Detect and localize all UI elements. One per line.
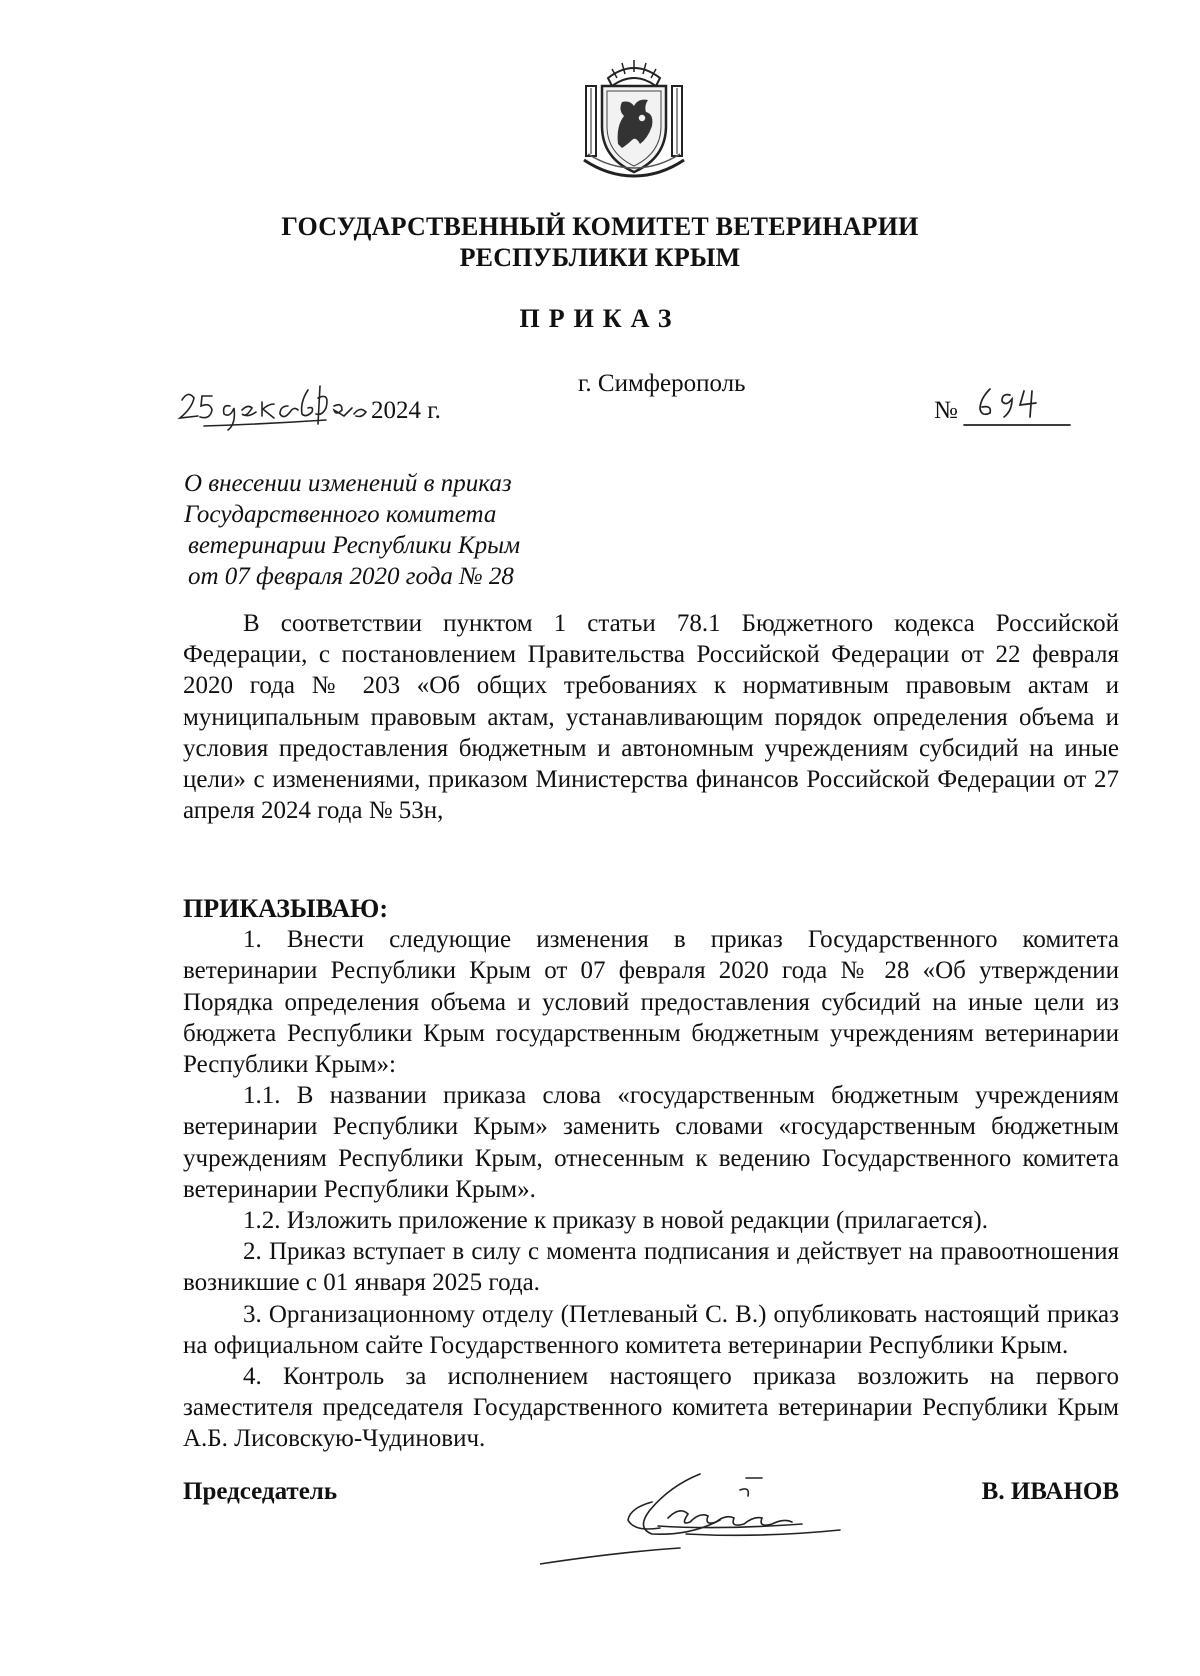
subject-line: от 07 февраля 2020 года № 28 <box>188 563 514 590</box>
order-item: 4. Контроль за исполнением настоящего приказа возложить на первого заместителя председателя Государственного комитета ветеринарии Республики Крым А.Б. Лисовскую-Чудинович. <box>183 1363 1119 1453</box>
signature-icon <box>540 1456 900 1576</box>
order-block <box>183 893 1119 1455</box>
order-item: 1. Внести следующие изменения в приказ Государственного комитета ветеринарии Республики Крым от 07 февраля 2020 года № 28 «Об утверждении Порядка определения объема и условий предоставления субсидий на иные цели из бюджета Республики Крым государственным бюджетным учреждениям ветеринарии Республики Крым»: <box>183 926 1119 1079</box>
subject-line: О внесении изменений в приказ <box>184 470 512 497</box>
handwritten-date <box>176 384 374 432</box>
org-name-line2: РЕСПУБЛИКИ КРЫМ <box>459 243 741 272</box>
crimea-coat-of-arms-icon <box>578 56 690 180</box>
signer-position: Председатель <box>183 1478 338 1505</box>
order-title: ПРИКАЗЫВАЮ: <box>183 894 388 923</box>
signer-name: В. ИВАНОВ <box>981 1478 1119 1505</box>
city: г. Симферополь <box>578 370 746 397</box>
subject-line: Государственного комитета <box>184 501 497 528</box>
handwritten-number <box>962 385 1072 431</box>
order-item: 1.2. Изложить приложение к приказу в новой редакции (прилагается). <box>243 1207 988 1235</box>
preamble-block <box>183 608 1119 826</box>
number-label: № <box>934 397 958 424</box>
order-subject <box>184 468 520 592</box>
date-year: 2024 г. <box>371 397 441 424</box>
preamble: В соответствии пунктом 1 статьи 78.1 Бюджетного кодекса Российской Федерации, с постановлением Правительства Российской Федерации от 22 февраля 2020 года № 203 «Об общих требованиях к нормативным правовым актам и муниципальным правовым актам, устанавливающим порядок определения объема и условия предоставления бюджетным и автономным учреждениям субсидий на иные цели» с изменениями, приказом Министерства финансов Российской Федерации от 27 апреля 2024 года № 53н, <box>183 610 1119 825</box>
order-item: 3. Организационному отделу (Петлеваный С. В.) опубликовать настоящий приказ на официальном сайте Государственного комитета ветеринарии Республики Крым. <box>183 1300 1119 1359</box>
org-name-line1: ГОСУДАРСТВЕННЫЙ КОМИТЕТ ВЕТЕРИНАРИИ <box>281 212 919 241</box>
subject-line: ветеринарии Республики Крым <box>188 532 521 559</box>
order-item: 2. Приказ вступает в силу с момента подписания и действует на правоотношения возникшие с 01 января 2025 года. <box>183 1238 1119 1297</box>
order-item: 1.1. В названии приказа слова «государственным бюджетным учреждениям ветеринарии Республики Крым» заменить словами «государственным бюджетным учреждениям Республики Крым, отнесенным к ведению Государственного комитета ветеринарии Республики Крым». <box>183 1082 1119 1203</box>
document-type: ПРИКАЗ <box>519 304 681 333</box>
